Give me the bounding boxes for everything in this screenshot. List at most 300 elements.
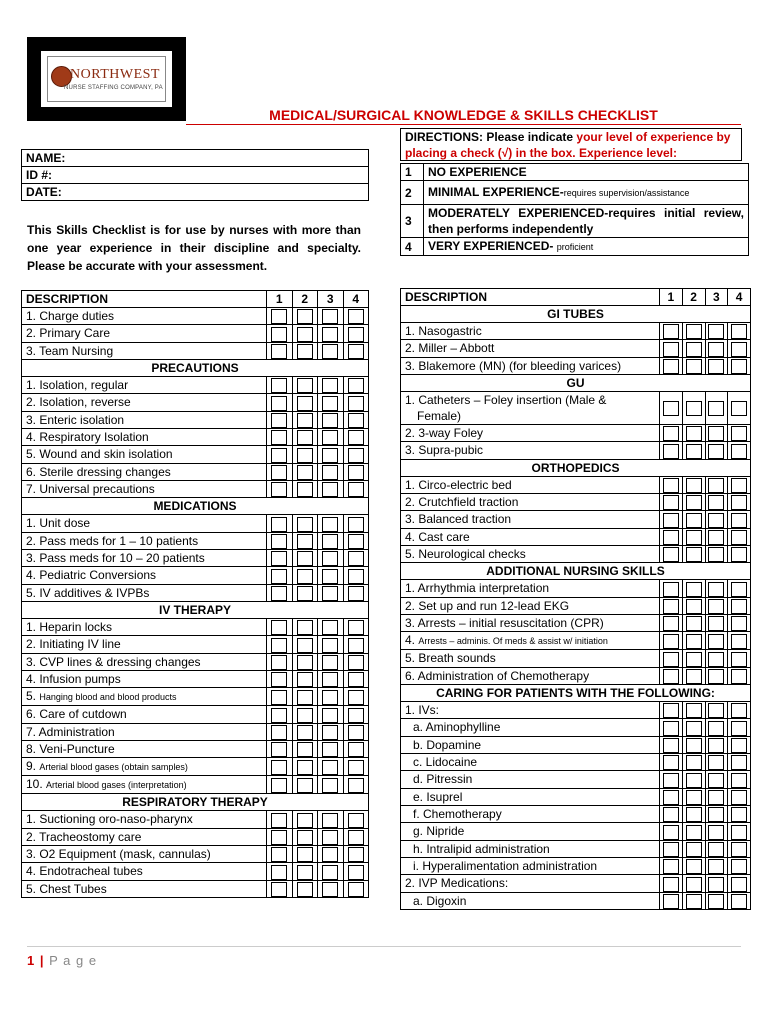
level-3-checkbox[interactable] — [708, 530, 724, 545]
level-4-checkbox[interactable] — [348, 413, 364, 428]
level-3-checkbox[interactable] — [322, 344, 338, 359]
level-2-checkbox[interactable] — [686, 444, 702, 459]
skill-text: 1. Arrhythmia interpretation — [405, 581, 550, 596]
level-3-checkbox[interactable] — [322, 569, 338, 584]
level-3-checkbox[interactable] — [322, 672, 338, 687]
date-field[interactable]: DATE: — [22, 184, 369, 201]
level-4-checkbox[interactable] — [731, 825, 747, 840]
name-field[interactable]: NAME: — [22, 150, 369, 167]
level-1-checkbox[interactable] — [271, 517, 287, 532]
level-4-checkbox[interactable] — [348, 813, 364, 828]
level-4-checkbox[interactable] — [348, 760, 364, 775]
level-2-cell — [682, 788, 705, 805]
level-2-checkbox[interactable] — [297, 413, 313, 428]
level-4-checkbox[interactable] — [731, 426, 747, 441]
level-2-checkbox[interactable] — [297, 778, 313, 793]
level-3-checkbox[interactable] — [322, 396, 338, 411]
level-1-checkbox[interactable] — [271, 742, 287, 757]
level-3-checkbox[interactable] — [322, 465, 338, 480]
level-2-checkbox[interactable] — [686, 616, 702, 631]
level-4-checkbox[interactable] — [348, 655, 364, 670]
level-3-checkbox[interactable] — [322, 742, 338, 757]
level-3-checkbox[interactable] — [708, 652, 724, 667]
level-2-checkbox[interactable] — [297, 551, 313, 566]
level-4-checkbox[interactable] — [348, 847, 364, 862]
level-1-checkbox[interactable] — [271, 830, 287, 845]
level-3-checkbox[interactable] — [322, 847, 338, 862]
skill-text: 7. Universal precautions — [26, 482, 155, 497]
level-2-checkbox[interactable] — [686, 401, 702, 416]
level-4-checkbox[interactable] — [348, 430, 364, 445]
level-2-checkbox[interactable] — [297, 620, 313, 635]
level-3-checkbox[interactable] — [322, 517, 338, 532]
level-4-checkbox[interactable] — [348, 378, 364, 393]
level-2-cell — [292, 758, 318, 776]
level-1-checkbox[interactable] — [663, 495, 679, 510]
level-4-checkbox[interactable] — [731, 547, 747, 562]
level-1-checkbox[interactable] — [663, 773, 679, 788]
level-2-checkbox[interactable] — [297, 430, 313, 445]
level-3-checkbox[interactable] — [708, 773, 724, 788]
level-4-checkbox[interactable] — [731, 755, 747, 770]
level-2-checkbox[interactable] — [686, 324, 702, 339]
level-1-checkbox[interactable] — [271, 847, 287, 862]
level-1-checkbox[interactable] — [663, 894, 679, 909]
skill-row — [22, 428, 369, 445]
level-3-checkbox[interactable] — [708, 495, 724, 510]
skill-row — [22, 584, 369, 601]
level-2-cell — [682, 545, 705, 562]
level-1-checkbox[interactable] — [271, 672, 287, 687]
level-2-checkbox[interactable] — [686, 530, 702, 545]
level-1-checkbox[interactable] — [271, 327, 287, 342]
level-4-checkbox[interactable] — [348, 708, 364, 723]
level-2-checkbox[interactable] — [297, 396, 313, 411]
level-1-cell — [660, 736, 683, 753]
level-4-checkbox[interactable] — [348, 742, 364, 757]
level-2-checkbox[interactable] — [297, 672, 313, 687]
level-row — [401, 205, 749, 238]
level-1-checkbox[interactable] — [271, 638, 287, 653]
level-4-checkbox[interactable] — [731, 738, 747, 753]
level-2-checkbox[interactable] — [686, 634, 702, 649]
level-4-checkbox[interactable] — [348, 309, 364, 324]
skill-row — [401, 701, 751, 718]
level-1-checkbox[interactable] — [271, 413, 287, 428]
level-2-cell — [682, 719, 705, 736]
level-4-checkbox[interactable] — [731, 669, 747, 684]
level-1-checkbox[interactable] — [271, 569, 287, 584]
level-3-checkbox[interactable] — [322, 725, 338, 740]
skills-table-left — [21, 290, 369, 898]
level-2-checkbox[interactable] — [686, 426, 702, 441]
level-3-checkbox[interactable] — [708, 359, 724, 374]
level-3-checkbox[interactable] — [322, 865, 338, 880]
level-4-checkbox[interactable] — [731, 652, 747, 667]
level-2-checkbox[interactable] — [297, 708, 313, 723]
level-1-checkbox[interactable] — [663, 359, 679, 374]
skill-text: f. Chemotherapy — [413, 807, 502, 822]
level-3-checkbox[interactable] — [322, 882, 338, 897]
level-3-cell — [705, 493, 728, 510]
level-4-checkbox[interactable] — [731, 582, 747, 597]
level-2-checkbox[interactable] — [297, 760, 313, 775]
level-4-checkbox[interactable] — [348, 482, 364, 497]
level-4-checkbox[interactable] — [731, 599, 747, 614]
level-1-checkbox[interactable] — [271, 813, 287, 828]
level-1-checkbox[interactable] — [663, 530, 679, 545]
level-4-checkbox[interactable] — [731, 324, 747, 339]
level-4-checkbox[interactable] — [348, 830, 364, 845]
level-4-checkbox[interactable] — [731, 790, 747, 805]
level-3-checkbox[interactable] — [708, 669, 724, 684]
level-4-checkbox[interactable] — [348, 517, 364, 532]
level-3-checkbox[interactable] — [322, 378, 338, 393]
level-1-checkbox[interactable] — [271, 482, 287, 497]
level-1-checkbox[interactable] — [271, 865, 287, 880]
level-2-checkbox[interactable] — [297, 882, 313, 897]
level-1-checkbox[interactable] — [271, 882, 287, 897]
level-4-checkbox[interactable] — [731, 342, 747, 357]
level-3-cell — [705, 340, 728, 357]
level-4-checkbox[interactable] — [731, 616, 747, 631]
level-1-checkbox[interactable] — [663, 599, 679, 614]
level-4-checkbox[interactable] — [731, 478, 747, 493]
level-3-checkbox[interactable] — [322, 690, 338, 705]
level-3-checkbox[interactable] — [708, 877, 724, 892]
level-1-cell — [267, 515, 293, 532]
level-1-checkbox[interactable] — [271, 708, 287, 723]
level-3-checkbox[interactable] — [708, 342, 724, 357]
level-1-cell — [660, 840, 683, 857]
level-2-checkbox[interactable] — [297, 378, 313, 393]
level-3-checkbox[interactable] — [322, 586, 338, 601]
level-2-checkbox[interactable] — [297, 448, 313, 463]
level-3-checkbox[interactable] — [708, 721, 724, 736]
level-4-checkbox[interactable] — [731, 530, 747, 545]
level-4-checkbox[interactable] — [348, 638, 364, 653]
level-3-checkbox[interactable] — [322, 413, 338, 428]
level-1-checkbox[interactable] — [663, 342, 679, 357]
level-3-cell — [705, 840, 728, 857]
level-3-checkbox[interactable] — [708, 634, 724, 649]
skill-row — [22, 394, 369, 411]
level-1-checkbox[interactable] — [663, 703, 679, 718]
level-3-checkbox[interactable] — [708, 444, 724, 459]
level-3-checkbox[interactable] — [708, 842, 724, 857]
level-2-checkbox[interactable] — [297, 465, 313, 480]
level-2-checkbox[interactable] — [686, 859, 702, 874]
level-2-checkbox[interactable] — [686, 342, 702, 357]
level-4-checkbox[interactable] — [348, 327, 364, 342]
level-2-checkbox[interactable] — [297, 847, 313, 862]
level-4-checkbox[interactable] — [348, 882, 364, 897]
level-2-checkbox[interactable] — [686, 807, 702, 822]
skill-text: 1. Charge duties — [26, 309, 115, 324]
level-label — [424, 164, 749, 181]
level-1-checkbox[interactable] — [271, 309, 287, 324]
level-3-cell — [318, 411, 344, 428]
level-1-checkbox[interactable] — [271, 655, 287, 670]
level-1-checkbox[interactable] — [663, 790, 679, 805]
level-4-checkbox[interactable] — [731, 703, 747, 718]
level-1-checkbox[interactable] — [271, 534, 287, 549]
level-3-checkbox[interactable] — [322, 813, 338, 828]
level-2-checkbox[interactable] — [686, 894, 702, 909]
level-4-checkbox[interactable] — [348, 448, 364, 463]
level-1-checkbox[interactable] — [663, 859, 679, 874]
level-4-cell — [343, 394, 369, 411]
level-4-checkbox[interactable] — [731, 401, 747, 416]
level-2-cell — [682, 771, 705, 788]
level-3-checkbox[interactable] — [322, 430, 338, 445]
level-2-checkbox[interactable] — [686, 877, 702, 892]
skill-text: 6. Care of cutdown — [26, 707, 127, 722]
level-1-checkbox[interactable] — [663, 825, 679, 840]
level-3-checkbox[interactable] — [708, 616, 724, 631]
level-2-checkbox[interactable] — [686, 547, 702, 562]
skill-text: Arterial blood gases (obtain samples) — [39, 762, 188, 773]
level-3-checkbox[interactable] — [708, 807, 724, 822]
level-4-checkbox[interactable] — [731, 807, 747, 822]
level-3-checkbox[interactable] — [322, 309, 338, 324]
level-4-checkbox[interactable] — [348, 865, 364, 880]
level-3-checkbox[interactable] — [708, 790, 724, 805]
level-3-checkbox[interactable] — [322, 708, 338, 723]
level-2-checkbox[interactable] — [297, 344, 313, 359]
level-2-checkbox[interactable] — [297, 655, 313, 670]
level-1-checkbox[interactable] — [271, 690, 287, 705]
directions-highlight: your level of experience by placing a check (√) in the box. Experience level: — [405, 130, 731, 160]
level-3-cell — [318, 342, 344, 359]
description-header: DESCRIPTION — [401, 289, 660, 306]
level-4-checkbox[interactable] — [731, 773, 747, 788]
skill-label — [401, 476, 660, 493]
level-4-checkbox[interactable] — [348, 620, 364, 635]
level-3-checkbox[interactable] — [708, 478, 724, 493]
level-1-cell — [267, 446, 293, 463]
level-2-checkbox[interactable] — [686, 842, 702, 857]
level-1-checkbox[interactable] — [663, 478, 679, 493]
level-1-checkbox[interactable] — [271, 586, 287, 601]
level-3-checkbox[interactable] — [322, 448, 338, 463]
level-3-cell — [705, 753, 728, 770]
level-2-checkbox[interactable] — [297, 327, 313, 342]
level-4-checkbox[interactable] — [731, 721, 747, 736]
skill-text: g. Nipride — [413, 824, 465, 839]
level-2-checkbox[interactable] — [686, 773, 702, 788]
level-1-checkbox[interactable] — [663, 738, 679, 753]
level-2-checkbox[interactable] — [297, 830, 313, 845]
level-2-checkbox[interactable] — [686, 790, 702, 805]
level-1-checkbox[interactable] — [271, 551, 287, 566]
section-header: ADDITIONAL NURSING SKILLS — [401, 563, 751, 580]
level-1-checkbox[interactable] — [663, 877, 679, 892]
level-4-checkbox[interactable] — [731, 894, 747, 909]
level-1-checkbox[interactable] — [271, 344, 287, 359]
level-1-checkbox[interactable] — [271, 430, 287, 445]
level-2-cell — [292, 376, 318, 393]
level-2-checkbox[interactable] — [686, 359, 702, 374]
level-3-checkbox[interactable] — [708, 582, 724, 597]
level-3-checkbox[interactable] — [322, 620, 338, 635]
level-2-checkbox[interactable] — [686, 721, 702, 736]
level-1-checkbox[interactable] — [271, 465, 287, 480]
level-1-checkbox[interactable] — [663, 547, 679, 562]
section-header-row — [401, 374, 751, 391]
level-3-checkbox[interactable] — [322, 830, 338, 845]
level-4-checkbox[interactable] — [348, 344, 364, 359]
level-2-cell — [292, 411, 318, 428]
level-1-cell — [660, 424, 683, 441]
level-1-checkbox[interactable] — [271, 396, 287, 411]
level-1-checkbox[interactable] — [271, 448, 287, 463]
level-1-checkbox[interactable] — [663, 652, 679, 667]
level-3-checkbox[interactable] — [322, 482, 338, 497]
level-4-cell — [728, 892, 751, 909]
level-4-checkbox[interactable] — [731, 842, 747, 857]
skill-label — [401, 511, 660, 528]
level-4-checkbox[interactable] — [348, 725, 364, 740]
level-2-checkbox[interactable] — [686, 825, 702, 840]
level-4-checkbox[interactable] — [348, 534, 364, 549]
level-2-checkbox[interactable] — [686, 495, 702, 510]
level-1-checkbox[interactable] — [663, 582, 679, 597]
level-2-checkbox[interactable] — [297, 482, 313, 497]
level-1-checkbox[interactable] — [663, 426, 679, 441]
level-3-cell — [705, 476, 728, 493]
level-3-checkbox[interactable] — [322, 655, 338, 670]
level-1-checkbox[interactable] — [663, 634, 679, 649]
level-3-cell — [318, 670, 344, 687]
level-1-checkbox[interactable] — [271, 760, 287, 775]
level-1-checkbox[interactable] — [663, 513, 679, 528]
level-2-checkbox[interactable] — [686, 599, 702, 614]
level-2-checkbox[interactable] — [297, 586, 313, 601]
level-1-cell — [267, 411, 293, 428]
level-1-cell — [267, 428, 293, 445]
level-2-cell — [292, 584, 318, 601]
level-4-checkbox[interactable] — [348, 465, 364, 480]
level-2-checkbox[interactable] — [297, 690, 313, 705]
level-3-checkbox[interactable] — [322, 327, 338, 342]
level-3-checkbox[interactable] — [322, 760, 338, 775]
level-1-checkbox[interactable] — [663, 721, 679, 736]
level-4-checkbox[interactable] — [731, 634, 747, 649]
level-2-checkbox[interactable] — [297, 725, 313, 740]
level-4-checkbox[interactable] — [731, 877, 747, 892]
level-2-checkbox[interactable] — [297, 638, 313, 653]
level-3-checkbox[interactable] — [708, 738, 724, 753]
level-3-checkbox[interactable] — [708, 703, 724, 718]
level-3-checkbox[interactable] — [322, 551, 338, 566]
skill-label — [22, 723, 267, 740]
level-2-checkbox[interactable] — [297, 865, 313, 880]
level-2-checkbox[interactable] — [686, 755, 702, 770]
level-1-cell — [267, 653, 293, 670]
page-label: P a g e — [49, 953, 98, 968]
level-3-checkbox[interactable] — [322, 778, 338, 793]
level-4-checkbox[interactable] — [348, 778, 364, 793]
level-2-checkbox[interactable] — [297, 534, 313, 549]
level-4-checkbox[interactable] — [348, 569, 364, 584]
skill-label — [22, 653, 267, 670]
level-1-checkbox[interactable] — [663, 669, 679, 684]
level-1-checkbox[interactable] — [663, 807, 679, 822]
level-3-checkbox[interactable] — [708, 547, 724, 562]
level-1-checkbox[interactable] — [663, 755, 679, 770]
level-4-checkbox[interactable] — [731, 495, 747, 510]
level-2-checkbox[interactable] — [297, 309, 313, 324]
level-1-checkbox[interactable] — [663, 444, 679, 459]
level-3-checkbox[interactable] — [322, 534, 338, 549]
level-1-checkbox[interactable] — [663, 842, 679, 857]
level-2-checkbox[interactable] — [297, 813, 313, 828]
level-3-checkbox[interactable] — [708, 324, 724, 339]
level-1-checkbox[interactable] — [271, 725, 287, 740]
level-1-checkbox[interactable] — [663, 616, 679, 631]
level-1-cell — [267, 308, 293, 325]
level-3-checkbox[interactable] — [708, 825, 724, 840]
level-2-checkbox[interactable] — [686, 652, 702, 667]
level-4-checkbox[interactable] — [731, 513, 747, 528]
skill-label — [401, 857, 660, 874]
level-1-checkbox[interactable] — [271, 378, 287, 393]
level-2-checkbox[interactable] — [297, 569, 313, 584]
level-4-cell — [343, 828, 369, 845]
level-1-checkbox[interactable] — [663, 401, 679, 416]
level-4-checkbox[interactable] — [348, 551, 364, 566]
level-3-checkbox[interactable] — [708, 894, 724, 909]
level-2-cell — [292, 863, 318, 880]
level-2-checkbox[interactable] — [297, 517, 313, 532]
level-2-checkbox[interactable] — [686, 669, 702, 684]
level-2-checkbox[interactable] — [686, 478, 702, 493]
level-3-checkbox[interactable] — [708, 426, 724, 441]
level-3-checkbox[interactable] — [708, 401, 724, 416]
level-4-cell — [728, 840, 751, 857]
skill-row — [401, 875, 751, 892]
level-1-cell — [267, 618, 293, 635]
level-1-cell — [660, 528, 683, 545]
level-1-checkbox[interactable] — [271, 620, 287, 635]
level-4-checkbox[interactable] — [348, 396, 364, 411]
level-4-cell — [343, 723, 369, 740]
level-3-checkbox[interactable] — [322, 638, 338, 653]
level-2-checkbox[interactable] — [686, 582, 702, 597]
level-note: proficient — [556, 242, 594, 252]
level-2-checkbox[interactable] — [297, 742, 313, 757]
level-4-checkbox[interactable] — [348, 690, 364, 705]
level-4-checkbox[interactable] — [348, 586, 364, 601]
skill-row — [22, 776, 369, 794]
id-field[interactable]: ID #: — [22, 167, 369, 184]
level-4-checkbox[interactable] — [348, 672, 364, 687]
level-2-checkbox[interactable] — [686, 738, 702, 753]
level-4-cell — [728, 511, 751, 528]
level-2-checkbox[interactable] — [686, 703, 702, 718]
level-3-checkbox[interactable] — [708, 513, 724, 528]
level-3-checkbox[interactable] — [708, 755, 724, 770]
level-2-checkbox[interactable] — [686, 513, 702, 528]
level-3-checkbox[interactable] — [708, 599, 724, 614]
level-4-checkbox[interactable] — [731, 359, 747, 374]
level-1-checkbox[interactable] — [663, 324, 679, 339]
level-3-checkbox[interactable] — [708, 859, 724, 874]
level-4-checkbox[interactable] — [731, 859, 747, 874]
level-4-checkbox[interactable] — [731, 444, 747, 459]
level-1-checkbox[interactable] — [271, 778, 287, 793]
